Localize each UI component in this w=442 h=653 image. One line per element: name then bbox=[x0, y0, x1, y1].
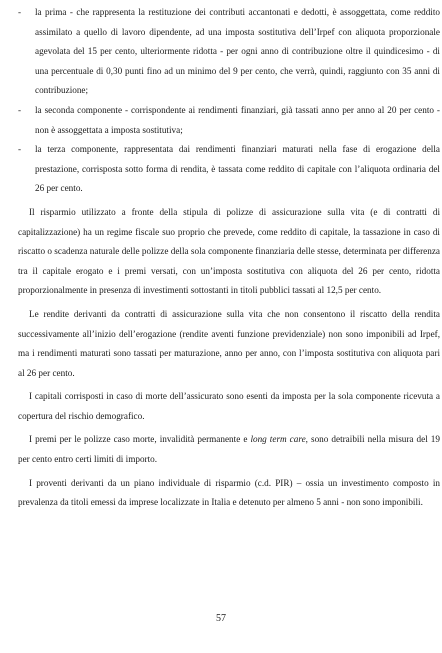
paragraph-annuities: Le rendite derivanti da contratti di assicurazione sulla vita che non consentono il riscatto della rendita successivamente all’inizio dell’erogazione (rendite aventi funzione previdenziale) non sono imponibili ad Irpef, ma i rendimenti maturati sono tassati per maturazione, anno per anno, con l’imposta sostitutiva con aliquota pari al 26 per cento. bbox=[18, 308, 440, 378]
bullet-marker: - bbox=[18, 7, 22, 17]
bullet-item-third bbox=[18, 140, 440, 199]
bullet-text: la prima - che rappresenta la restituzione dei contributi accantonati e dedotti, è assoggettata, come reddito assimilato a quello di lavoro dipendente, ad una imposta sostitutiva dell’Irpef con aliquota proporzionale agevolata del 15 per cento, ulteriormente ridotta - per ogni anno di contribuzione oltre il quindicesimo - di una percentuale di 0,30 punti fino ad un minimo del 9 per cento, che verrà, quindi, raggiunto con 35 anni di contribuzione; bbox=[35, 7, 440, 96]
page-content bbox=[18, 3, 440, 513]
bullet-marker: - bbox=[18, 104, 22, 115]
page-number: 57 bbox=[216, 613, 226, 624]
bullet-marker: - bbox=[18, 144, 22, 155]
bullet-list bbox=[18, 3, 440, 199]
premiums-text-start: I premi per le polizze caso morte, invalidità permanente e bbox=[29, 434, 251, 445]
paragraph-pir: I proventi derivanti da un piano individuale di risparmio (c.d. PIR) – ossia un investimento composto in prevalenza da titoli emessi da imprese localizzate in Italia e detenuto per almeno 5 anni - non sono imponibili. bbox=[18, 477, 440, 508]
premiums-text-italic: long term care bbox=[250, 434, 306, 445]
paragraph-premiums bbox=[18, 430, 440, 469]
bullet-text: la seconda componente - corrispondente ai rendimenti finanziari, già tassati anno per anno al 20 per cento - non è assoggettata a imposta sostitutiva; bbox=[35, 104, 440, 135]
bullet-item-first bbox=[18, 3, 440, 101]
bullet-item-second bbox=[18, 101, 440, 140]
paragraph-death-benefits: I capitali corrisposti in caso di morte dell’assicurato sono esenti da imposta per la sola componente ricevuta a copertura del rischio demografico. bbox=[18, 391, 440, 421]
premiums-text-end: , sono detraibili nella misura del 19 per cento entro certi limiti di importo. bbox=[18, 434, 440, 465]
bullet-text: la terza componente, rappresentata dai rendimenti finanziari maturati nella fase di erogazione della prestazione, corrisposta sotto forma di rendita, è tassata come reddito di capitale con l’aliquota ordinaria del 26 per cento. bbox=[35, 144, 440, 194]
paragraph-life-insurance: Il risparmio utilizzato a fronte della stipula di polizze di assicurazione sulla vita (e di contratti di capitalizzazione) ha un regime fiscale suo proprio che prevede, come reddito di capitale, la tassazione in caso di riscatto o scadenza naturale delle polizze della sola componente finanziaria delle stesse, determinata per differenza tra il capitale erogato e i premi versati, con un’imposta sostitutiva con aliquota del 26 per cento, ridotta proporzionalmente in presenza di investimenti sottostanti in titoli pubblici tassati al 12,5 per cento. bbox=[18, 206, 440, 296]
